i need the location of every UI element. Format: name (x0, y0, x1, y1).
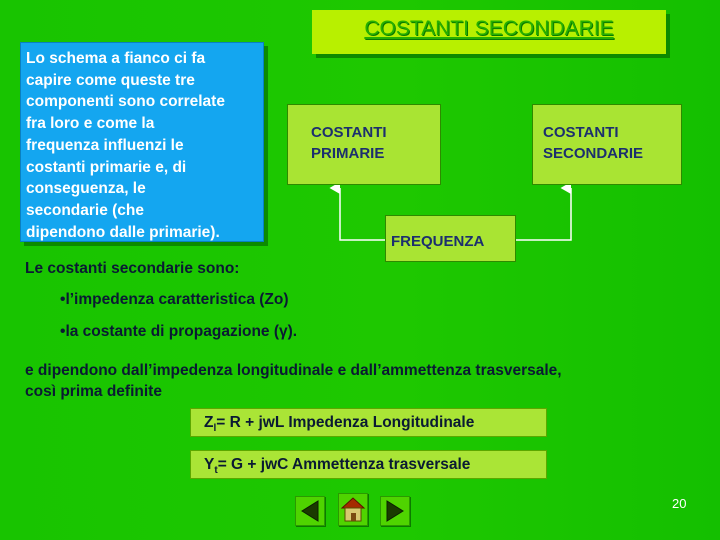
slide-title: COSTANTI SECONDARIE (364, 17, 614, 40)
connector-to-primarie (340, 188, 385, 240)
next-slide-button[interactable] (380, 496, 410, 526)
formula-symbol: Y (204, 456, 215, 473)
house-icon (339, 494, 367, 525)
bullet-item-1 (60, 291, 289, 309)
box-frequenza: FREQUENZA (385, 215, 516, 262)
prev-slide-button[interactable] (295, 496, 325, 526)
paragraph-text: e dipendono dall’impedenza longitudinale e dall’ammettenza trasversale, così prima definite (25, 362, 562, 400)
formula-expression: = G + jwC Ammettenza trasversale (217, 456, 471, 473)
triangle-left-icon (296, 497, 324, 525)
bullet-text: l’impedenza caratteristica (Zo) (65, 291, 289, 308)
home-button[interactable] (338, 493, 368, 526)
bullet-dot: • (60, 291, 66, 308)
box-costanti-primarie: COSTANTI PRIMARIE (287, 104, 441, 185)
bullet-item-2 (60, 323, 297, 341)
triangle-right-icon (381, 497, 409, 525)
formula-expression: = R + jwL Impedenza Longitudinale (216, 414, 475, 431)
box-costanti-secondarie: COSTANTI SECONDARIE (532, 104, 682, 185)
formula-subscript: t (214, 465, 218, 477)
connector-to-secondarie (516, 188, 571, 240)
formula-ammettenza (190, 450, 547, 479)
page-number: 20 (672, 496, 687, 511)
formula-impedenza (190, 408, 547, 437)
lead-text: Le costanti secondarie sono: (25, 260, 240, 277)
intro-textbox: Lo schema a fianco ci fa capire come queste tre componenti sono correlate fra loro e come la frequenza influenzi le costanti primarie e, di conseguenza, le secondarie (che dipendono dalle primarie). (20, 42, 264, 242)
formula-subscript: l (213, 423, 217, 435)
title-box (312, 10, 666, 54)
bullet-dot: • (60, 323, 66, 340)
formula-symbol: Z (204, 414, 214, 431)
bullet-text: la costante di propagazione (γ). (65, 323, 298, 340)
